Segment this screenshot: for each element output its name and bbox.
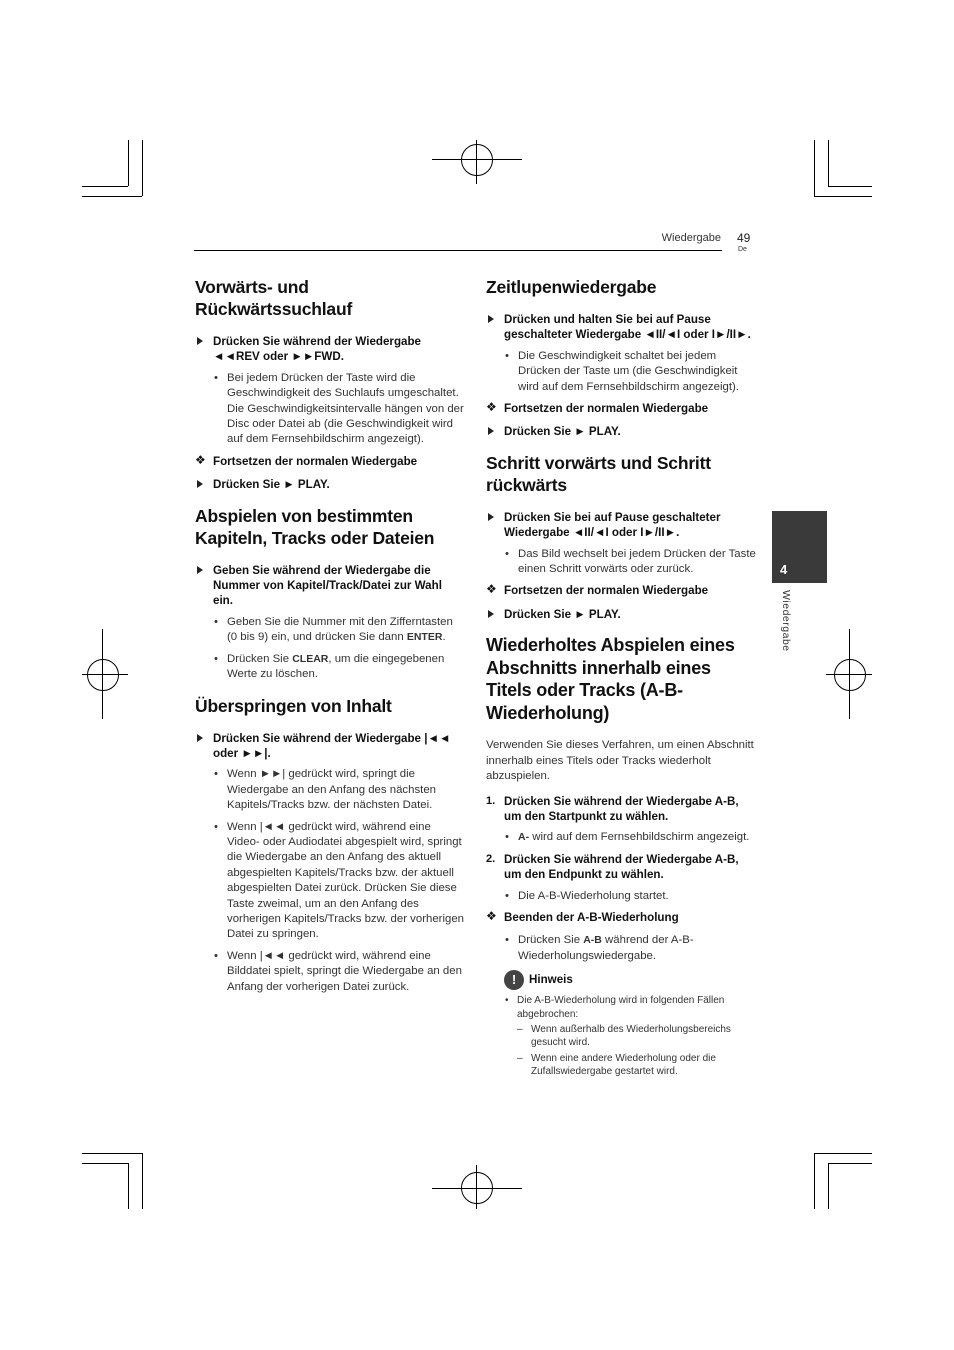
diamond-icon: ❖ <box>486 908 497 923</box>
bullet-clear <box>195 652 465 683</box>
chapter-side-label: Wiedergabe <box>780 590 792 652</box>
bullet-icon: • <box>214 615 218 628</box>
note-icon: ! <box>504 970 524 990</box>
bullet-text: Die Geschwindigkeit schaltet bei jedem Drücken der Taste um (die Geschwindigkeit wird auf dem Fernsehbildschirm angezeigt). <box>518 349 739 393</box>
step-text: Drücken und halten Sie bei auf Pause geschalteter Wiedergabe ◄II/◄I oder I►/II►. <box>504 313 751 342</box>
diamond-icon: ❖ <box>486 400 497 415</box>
step-enter-number <box>195 563 465 609</box>
left-column <box>195 276 465 1001</box>
note-heading <box>486 970 756 990</box>
bullet-icon: • <box>505 934 509 947</box>
resume-text: Fortsetzen der normalen Wiedergabe <box>504 584 709 598</box>
note-text: Wenn außerhalb des Wiederholungsbereichs gesucht wird. <box>531 1023 731 1049</box>
bullet-text: Bei jedem Drücken der Taste wird die Geschwindigkeit des Suchlaufs umgeschaltet. Die Geschwindigkeitsintervalle hängen von der Disc oder Datei ab (die Geschwindigkeit wird auf dem Fernsehbildschirm angezeigt). <box>227 371 464 446</box>
header-rule <box>194 250 722 251</box>
bullet-skip-prev-image <box>195 949 465 995</box>
diamond-icon: ❖ <box>486 582 497 597</box>
resume-heading <box>486 583 756 598</box>
step-arrow-icon <box>488 610 494 618</box>
bullet-text: wird auf dem Fernsehbildschirm angezeigt. <box>529 831 750 844</box>
step-arrow-icon <box>197 480 203 488</box>
bullet-text-end: . <box>442 631 446 644</box>
step-slow-motion <box>486 312 756 343</box>
page-number: 49 <box>737 231 751 245</box>
bullet-text: Wenn ►►| gedrückt wird, springt die Wiedergabe an den Anfang des nächsten Kapitels/Tracks bzw. der nächsten Datei. <box>227 768 436 812</box>
bullet-text-end: , um die eingegebenen Werte zu löschen. <box>227 652 445 681</box>
resume-text: Fortsetzen der normalen Wiedergabe <box>504 402 709 416</box>
step-play <box>195 477 465 492</box>
step-frame-step <box>486 510 756 541</box>
bullet-search-speed <box>195 371 465 448</box>
step-arrow-icon <box>197 337 203 345</box>
step-arrow-icon <box>197 566 203 574</box>
bullet-text: Das Bild wechselt bei jedem Drücken der Taste einen Schritt vorwärts oder zurück. <box>518 547 756 576</box>
step-arrow-icon <box>197 734 203 742</box>
step-play <box>486 607 756 622</box>
step-number: 1. <box>486 794 496 807</box>
section-title-skip: Überspringen von Inhalt <box>195 695 392 716</box>
step-play <box>486 424 756 439</box>
bullet-icon: • <box>214 820 218 833</box>
bullet-icon: • <box>505 889 509 902</box>
step-text: Drücken Sie während der Wiedergabe A-B, um den Startpunkt zu wählen. <box>504 794 739 823</box>
step-number: 2. <box>486 852 496 865</box>
bullet-text: Drücken Sie <box>227 652 290 665</box>
key-ab: A-B <box>583 934 602 947</box>
step-arrow-icon <box>488 513 494 521</box>
chapter-number: 4 <box>780 562 788 577</box>
note-bullet <box>486 994 756 1021</box>
bullet-skip-prev-video <box>195 820 465 943</box>
section-title-ab-repeat: Wiederholtes Abspielen eines Abschnitts innerhalb eines Titels oder Tracks (A-B-Wiederholung) <box>486 635 735 723</box>
resume-text: Fortsetzen der normalen Wiedergabe <box>213 454 418 468</box>
bullet-text: Geben Sie die Nummer mit den Zifferntasten (0 bis 9) ein, und drücken Sie dann <box>227 615 453 644</box>
bullet-icon: • <box>214 652 218 665</box>
step-text: Drücken Sie während der Wiedergabe ◄◄REV oder ►►FWD. <box>213 335 422 364</box>
language-code: De <box>738 246 747 253</box>
step-text: Drücken Sie während der Wiedergabe |◄◄ oder ►►|. <box>213 731 451 760</box>
bullet-icon: • <box>214 949 218 962</box>
note-dash-item <box>486 1023 756 1050</box>
step-text: Drücken Sie ► PLAY. <box>504 425 621 439</box>
step-text: Drücken Sie ► PLAY. <box>213 478 330 492</box>
note-text: Wenn eine andere Wiederholung oder die Zufallswiedergabe gestartet wird. <box>531 1052 716 1078</box>
bullet-icon: • <box>214 768 218 781</box>
bullet-enter <box>195 615 465 646</box>
bullet-text: Wenn |◄◄ gedrückt wird, während eine Video- oder Audiodatei abgespielt wird, springt die Wiedergabe an den Anfang des aktuell abgespielten Kapitels/Tracks bzw. der aktuell abgespielten Datei zurück. Drücken Sie diese Taste zweimal, um an den Anfang des vorherigen Kapitels/Tracks bzw. der vorherigen Datei zu springen. <box>227 820 464 941</box>
bullet-icon: • <box>505 349 509 362</box>
bullet-text: Wenn |◄◄ gedrückt wird, während eine Bilddatei spielt, springt die Wiedergabe an den Anfang der vorherigen Datei zurück. <box>227 949 462 993</box>
dash-icon: – <box>517 1023 523 1035</box>
step-skip <box>195 731 465 762</box>
key-clear: CLEAR <box>292 652 329 665</box>
section-title-direct-play: Abspielen von bestimmten Kapiteln, Tracks oder Dateien <box>195 505 435 548</box>
bullet-icon: • <box>214 371 218 384</box>
dash-icon: – <box>517 1052 523 1064</box>
note-text: Die A-B-Wiederholung wird in folgenden Fällen abgebrochen: <box>517 995 725 1020</box>
bullet-skip-next <box>195 767 465 813</box>
step-text: Geben Sie während der Wiedergabe die Nummer von Kapitel/Track/Datei zur Wahl ein. <box>213 563 442 608</box>
ab-end-text: Beenden der A-B-Wiederholung <box>504 910 679 924</box>
section-title-slow-motion: Zeitlupenwiedergabe <box>486 277 657 297</box>
step-text: Drücken Sie während der Wiedergabe A-B, um den Endpunkt zu wählen. <box>504 852 739 882</box>
section-title-step: Schritt vorwärts und Schritt rückwärts <box>486 452 711 495</box>
bullet-ab-shown <box>486 830 756 845</box>
step-ab-start <box>486 794 756 825</box>
note-title: Hinweis <box>529 973 573 987</box>
bullet-icon: • <box>505 547 509 560</box>
step-arrow-icon <box>488 315 494 323</box>
bullet-icon: • <box>505 995 509 1007</box>
bullet-text: Die A-B-Wiederholung startet. <box>518 889 669 902</box>
bullet-icon: • <box>505 831 509 844</box>
note-dash-item <box>486 1052 756 1079</box>
resume-heading <box>486 401 756 416</box>
step-search <box>195 334 465 365</box>
step-text: Drücken Sie ► PLAY. <box>504 607 621 621</box>
step-text: Drücken Sie bei auf Pause geschalteter Wiedergabe ◄II/◄I oder I►/II►. <box>504 510 721 540</box>
ab-end-heading <box>486 910 756 925</box>
key-a: A- <box>518 831 530 844</box>
bullet-slow-speed <box>486 349 756 395</box>
key-enter: ENTER <box>406 631 443 644</box>
step-arrow-icon <box>488 427 494 435</box>
diamond-icon: ❖ <box>195 452 206 467</box>
bullet-frame-step <box>486 547 756 578</box>
bullet-ab-starts <box>486 889 756 904</box>
bullet-ab-cancel <box>486 933 756 964</box>
resume-heading <box>195 454 465 469</box>
header-section-label: Wiedergabe <box>661 232 721 244</box>
ab-intro: Verwenden Sie dieses Verfahren, um einen Abschnitt innerhalb eines Titels oder Tracks wiederholt abzuspielen. <box>486 739 754 783</box>
section-title-search: Vorwärts- und Rückwärtssuchlauf <box>195 277 353 319</box>
bullet-text-end: während der A-B-Wiederholungswiedergabe. <box>518 934 694 962</box>
step-ab-end <box>486 852 756 883</box>
bullet-text: Drücken Sie <box>518 934 581 947</box>
right-column <box>486 276 756 1081</box>
